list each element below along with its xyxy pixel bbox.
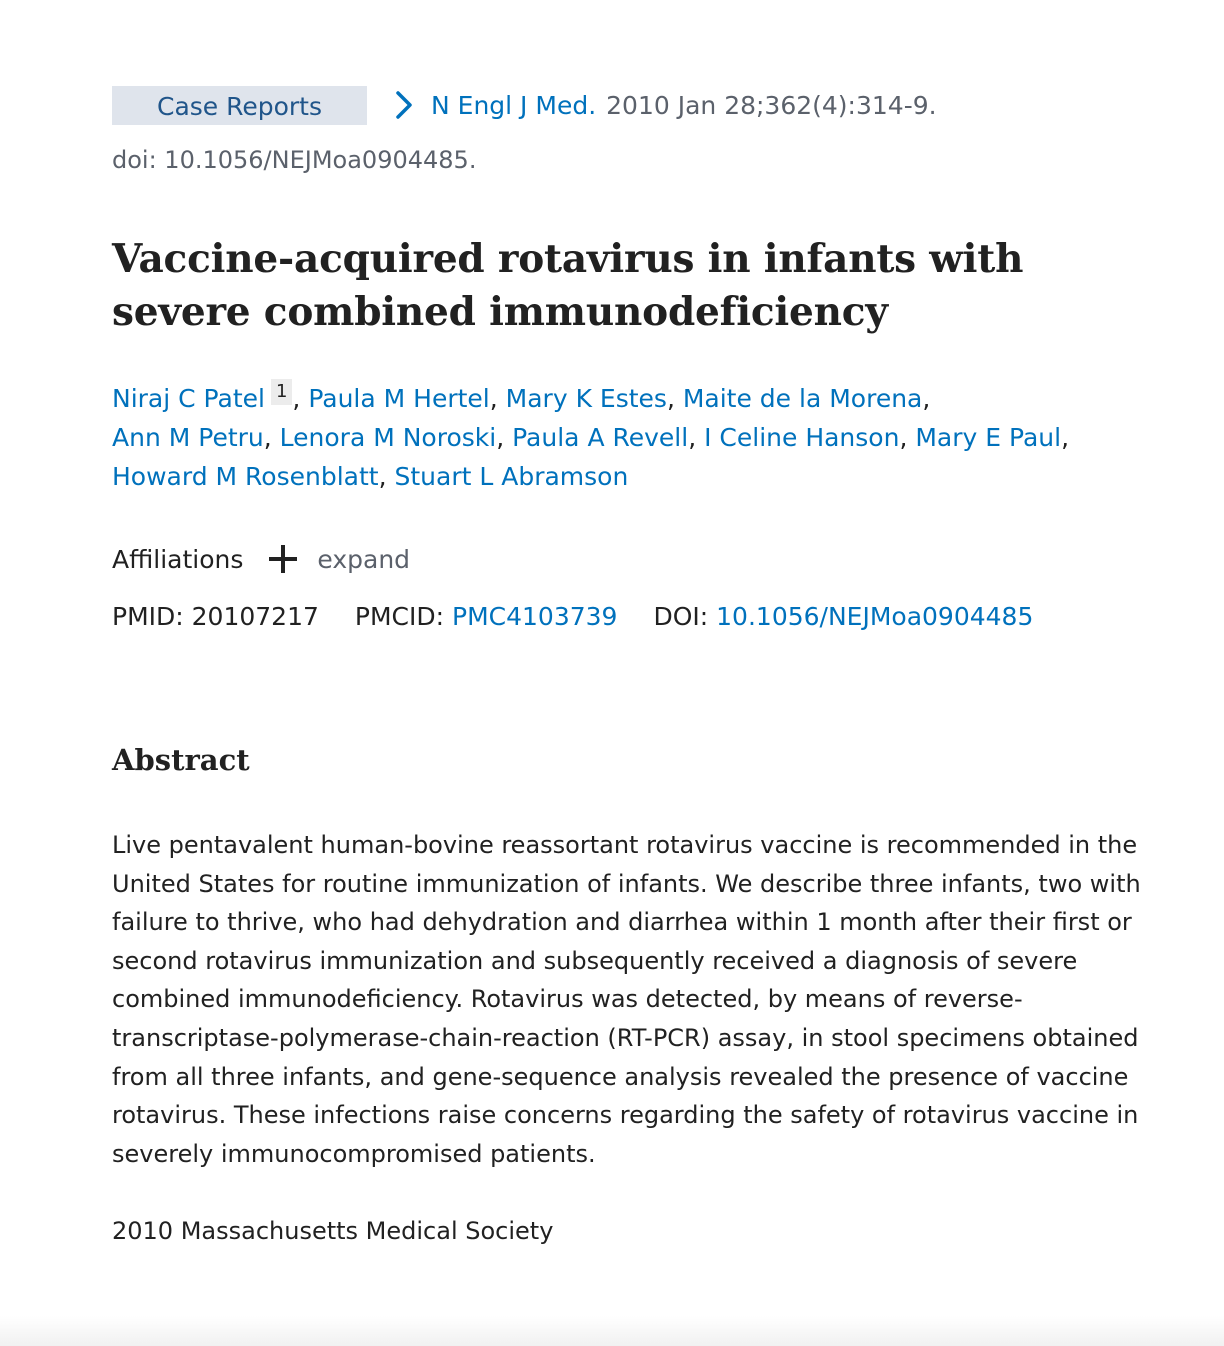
author-link[interactable]: Mary K Estes <box>505 384 667 413</box>
pmid-value: 20107217 <box>191 602 319 631</box>
plus-icon <box>267 543 299 575</box>
affiliations-label: Affiliations <box>112 544 244 574</box>
pmcid-item <box>355 597 618 637</box>
pmcid-label: PMCID: <box>354 602 445 631</box>
publication-type-badge: Case Reports <box>112 86 367 125</box>
citation-text: 2010 Jan 28;362(4):314-9. <box>606 90 937 120</box>
doi-link[interactable]: 10.1056/NEJMoa0904485 <box>716 602 1034 631</box>
article-title: Vaccine-acquired rotavirus in infants with severe combined immunodeficiency <box>112 236 1024 335</box>
author-link[interactable]: Howard M Rosenblatt <box>112 462 379 491</box>
journal-link[interactable]: N Engl J Med. <box>431 90 597 120</box>
pmid-label: PMID: <box>112 602 184 631</box>
abstract-body: Live pentavalent human-bovine reassortant rotavirus vaccine is recommended in the United States for routine immunization of infants. We describe three infants, two with failure to thrive, who had dehydration and diarrhea within 1 month after their first or second rotavirus immunization and subsequently received a diagnosis of severe combined immunodeficiency. Rotavirus was detected, by means of reverse-transcriptase-polymerase-chain-reaction (RT-PCR) assay, in stool specimens obtained from all three infants, and gene-sequence analysis revealed the presence of vaccine rotavirus. These infections raise concerns regarding the safety of rotavirus vaccine in severely immunocompromised patients. <box>112 831 1141 1168</box>
article-citation-header <box>112 85 1142 125</box>
doi-item <box>653 597 1033 637</box>
affiliation-ref-button[interactable]: 1 <box>271 379 292 405</box>
citation-doi: doi: 10.1056/NEJMoa0904485. <box>112 146 477 174</box>
journal-actions-toggle[interactable] <box>393 90 596 120</box>
author-link[interactable]: Paula A Revell <box>512 423 689 452</box>
pmcid-link[interactable]: PMC4103739 <box>452 602 618 631</box>
affiliations-row <box>112 539 1142 579</box>
author-link[interactable]: I Celine Hanson <box>704 423 900 452</box>
author-link[interactable]: Paula M Hertel <box>308 384 490 413</box>
expand-affiliations-button[interactable] <box>267 543 410 575</box>
author-link[interactable]: Stuart L Abramson <box>394 462 629 491</box>
doi-label: DOI: <box>653 602 709 631</box>
pmid-item <box>112 597 319 637</box>
author-link[interactable]: Ann M Petru <box>112 423 264 452</box>
bottom-edge-shadow <box>0 1316 1224 1346</box>
identifiers-row <box>112 597 1142 637</box>
copyright-notice: 2010 Massachusetts Medical Society <box>112 1217 554 1246</box>
abstract-heading: Abstract <box>112 743 250 777</box>
author-link[interactable]: Mary E Paul <box>915 423 1062 452</box>
author-link[interactable]: Niraj C Patel <box>112 384 265 413</box>
expand-label: expand <box>317 544 411 574</box>
chevron-right-icon <box>393 90 415 120</box>
author-link[interactable]: Lenora M Noroski <box>279 423 497 452</box>
article <box>112 85 1142 1269</box>
author-link[interactable]: Maite de la Morena <box>682 384 923 413</box>
authors-list: Niraj C Patel 1 , Paula M Hertel, Mary K Estes, Maite de la Morena, Ann M Petru, Lenora M Noroski, Paula A Revell, I Celine Hanson, Mary E Paul, Howard M Rosenblatt, Stuart L Abramson <box>112 381 1070 491</box>
